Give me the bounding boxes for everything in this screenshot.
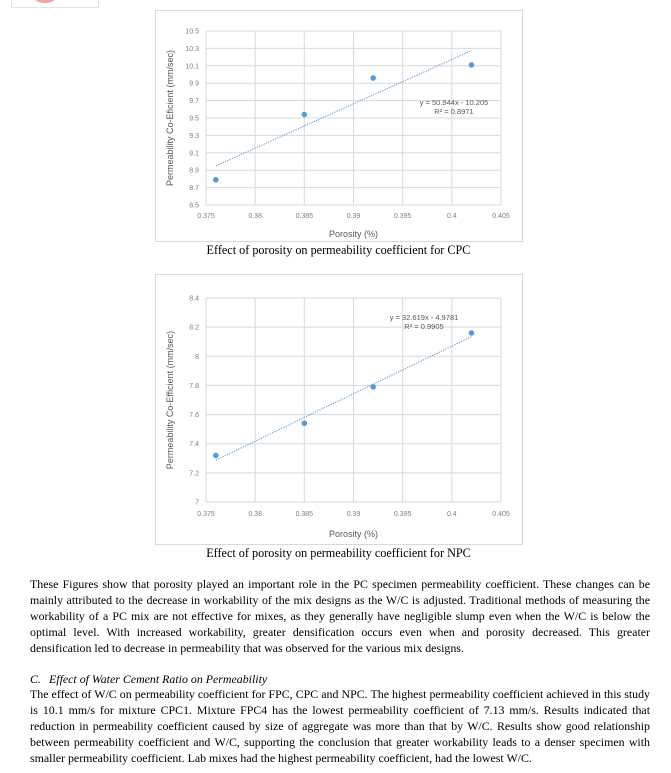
trendline <box>216 51 472 166</box>
x-tick-label: 0.385 <box>295 511 314 518</box>
y-tick-label: 7.8 <box>189 382 199 390</box>
x-tick-label: 0.39 <box>346 511 361 518</box>
chart-cpc <box>155 10 523 242</box>
data-point <box>302 421 308 427</box>
x-tick-label: 0.4 <box>446 511 457 518</box>
x-tick-label: 0.375 <box>197 213 215 220</box>
x-tick-label: 0.385 <box>295 213 314 220</box>
x-tick-label: 0.38 <box>248 213 262 220</box>
r-squared-label: R² = 0.9905 <box>404 322 444 331</box>
trendline-equation: y = 50.944x - 10.205 <box>419 98 489 107</box>
y-axis-title: Permeability Co-Efficient (mm/sec) <box>165 330 175 470</box>
paragraph-wc-ratio <box>30 686 650 766</box>
section-title: Effect of Water Cement Ratio on Permeability <box>49 672 268 686</box>
y-tick-label: 9.9 <box>189 80 199 88</box>
y-tick-label: 7.6 <box>189 412 199 420</box>
y-tick-label: 7 <box>195 499 199 507</box>
section-heading <box>30 671 267 687</box>
r-squared-label: R² = 0.8971 <box>434 107 474 116</box>
gridlines <box>206 31 501 205</box>
x-tick-label: 0.38 <box>248 511 262 518</box>
figure-caption-cpc: Effect of porosity on permeability coefficient for CPC <box>206 243 471 257</box>
figure-caption-npc: Effect of porosity on permeability coefficient for NPC <box>206 546 471 560</box>
y-tick-label: 10.1 <box>185 63 199 71</box>
y-tick-label: 9.1 <box>189 150 199 158</box>
chart-npc <box>155 274 523 545</box>
x-axis-title: Porosity (%) <box>328 529 379 539</box>
y-tick-label: 9.7 <box>189 98 199 106</box>
y-tick-label: 8.4 <box>189 295 199 303</box>
section-number: C. <box>30 672 41 686</box>
x-axis-title: Porosity (%) <box>328 229 379 239</box>
data-point <box>370 75 376 81</box>
paragraph-1-text: These Figures show that porosity played an important role in the PC specimen permeability coefficient. These changes can be mainly attributed to the decrease in workability of the mix designs as the W/C is adjusted. Traditional methods of measuring the workability of a PC mix are not effective for mixes, as they generally have negligible slump even when the W/C is below the optimal level. With increased workability, greater densification occurs even when and porosity decreased. This greater densification led to decrease in permeability that was observed for the various mix designs. <box>30 577 650 655</box>
y-tick-label: 7.2 <box>189 470 199 478</box>
data-point <box>302 112 308 118</box>
y-axis-title: Permeability Co-Eficient (mm/sec) <box>165 49 175 187</box>
chart-npc-plot <box>156 275 522 544</box>
data-point <box>469 330 475 336</box>
x-tick-label: 0.395 <box>393 511 412 518</box>
y-tick-label: 7.4 <box>189 441 199 449</box>
y-tick-label: 9.5 <box>189 115 199 123</box>
y-tick-label: 10.3 <box>185 45 199 53</box>
x-tick-label: 0.4 <box>446 213 457 220</box>
data-point <box>213 177 219 183</box>
y-tick-label: 8.5 <box>189 202 199 210</box>
chart-cpc-plot <box>156 11 522 241</box>
data-point <box>370 384 376 390</box>
y-tick-label: 8.2 <box>189 324 199 332</box>
x-tick-label: 0.395 <box>393 213 412 220</box>
x-tick-label: 0.39 <box>346 213 361 220</box>
y-tick-label: 8.7 <box>189 185 199 193</box>
y-tick-label: 8.9 <box>189 167 199 175</box>
data-point <box>213 453 219 459</box>
y-tick-label: 8 <box>195 353 199 361</box>
paragraph-2-text: The effect of W/C on permeability coefficient for FPC, CPC and NPC. The highest permeability coefficient achieved in this study is 10.1 mm/s for mixture CPC1. Mixture FPC4 has the lowest permeability coefficient of 7.13 mm/s. Results indicated that reduction in permeability coefficient caused by size of aggregate was more than that by W/C. Results show good relationship between permeability coefficient and W/C, supporting the conclusion that greater workability leads to a denser specimen with smaller permeability coefficient. Lab mixes had the highest permeability coefficient, had the lowest W/C. <box>30 687 650 765</box>
y-tick-label: 9.3 <box>189 132 199 140</box>
x-tick-label: 0.405 <box>492 511 510 518</box>
x-tick-label: 0.405 <box>492 213 510 220</box>
data-point <box>469 62 475 68</box>
trendline-equation: y = 32.619x - 4.9781 <box>389 313 459 322</box>
cropped-image-fragment <box>11 0 99 8</box>
trendline <box>216 337 472 461</box>
gridlines <box>206 298 501 502</box>
x-tick-label: 0.375 <box>197 511 215 518</box>
y-tick-label: 10.5 <box>185 28 199 36</box>
pink-shape <box>32 0 58 3</box>
paragraph-porosity-discussion <box>30 576 650 656</box>
